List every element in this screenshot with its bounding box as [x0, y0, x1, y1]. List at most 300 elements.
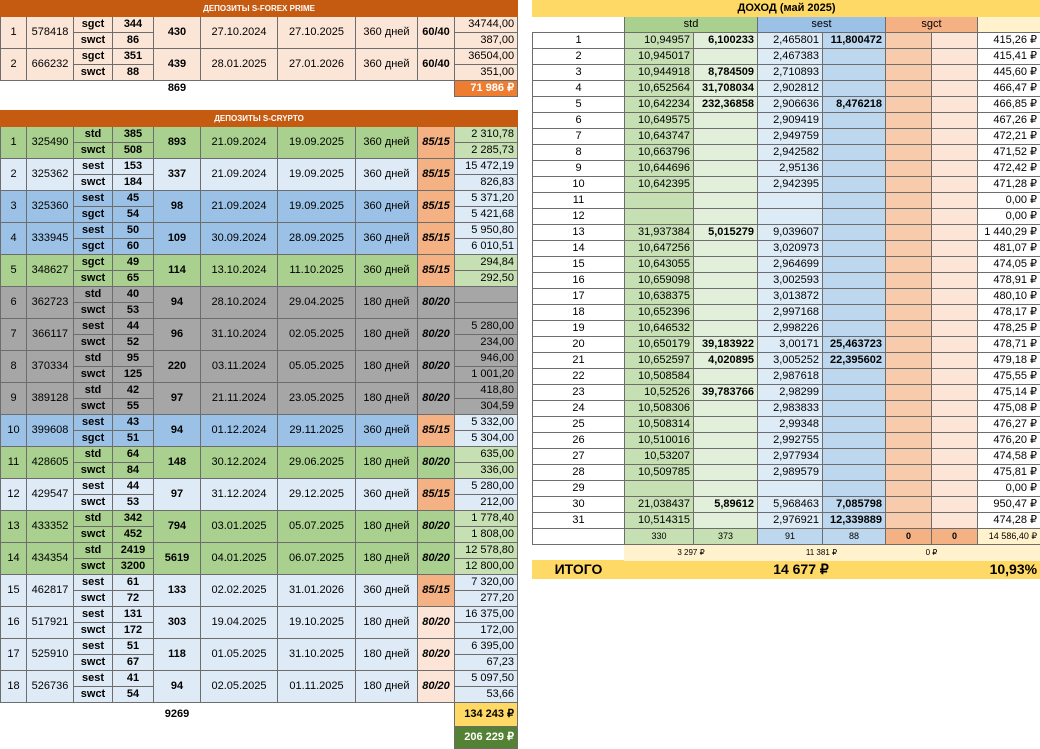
- deposit-id: 399608: [27, 415, 74, 447]
- deposit-row[interactable]: [1, 607, 518, 623]
- income-value: [886, 177, 932, 193]
- deposit-row[interactable]: [1, 255, 518, 271]
- deposit-row[interactable]: [1, 543, 518, 559]
- deposit-id: 325490: [27, 127, 74, 159]
- income-value: 10,944918: [625, 65, 694, 81]
- token-type: sest: [74, 671, 113, 687]
- row-number: 4: [1, 223, 27, 255]
- deposit-id: 525910: [27, 639, 74, 671]
- income-value: 10,53207: [625, 449, 694, 465]
- deposit-id: 362723: [27, 287, 74, 319]
- deposit-row[interactable]: [1, 287, 518, 303]
- end-date: 19.09.2025: [278, 127, 356, 159]
- blank: [154, 727, 201, 749]
- value-1: 6 395,00: [455, 639, 518, 655]
- income-value: [932, 417, 978, 433]
- col-std-header: std: [625, 17, 758, 33]
- income-value: [932, 321, 978, 337]
- token-type: swct: [74, 591, 113, 607]
- start-date: 31.10.2024: [201, 319, 278, 351]
- row-number: 3: [1, 191, 27, 223]
- income-value: 2,987618: [758, 369, 823, 385]
- income-value: 2,942582: [758, 145, 823, 161]
- value-1: 5 280,00: [455, 479, 518, 495]
- blank: [74, 727, 113, 749]
- token-type: sest: [74, 191, 113, 207]
- day-number: 18: [533, 305, 625, 321]
- income-value: [758, 209, 823, 225]
- day-total: 478,17 ₽: [978, 305, 1040, 321]
- value-2: 172,00: [455, 623, 518, 639]
- income-value: [886, 257, 932, 273]
- income-value: [932, 385, 978, 401]
- day-total: 415,41 ₽: [978, 49, 1040, 65]
- income-value: [694, 417, 758, 433]
- income-value: [823, 481, 886, 497]
- income-value: [694, 161, 758, 177]
- row-number: 11: [1, 447, 27, 479]
- token-sum: 794: [154, 511, 201, 543]
- income-value: 3,002593: [758, 273, 823, 289]
- start-date: 31.12.2024: [201, 479, 278, 511]
- income-row: [533, 465, 1040, 481]
- deposit-row[interactable]: [1, 351, 518, 367]
- income-value: 10,652564: [625, 81, 694, 97]
- end-date: 11.10.2025: [278, 255, 356, 287]
- blank: [74, 81, 113, 97]
- income-row: [533, 193, 1040, 209]
- col-sgct-header: sgct: [886, 17, 978, 33]
- income-value: 10,663796: [625, 145, 694, 161]
- income-value: 25,463723: [823, 337, 886, 353]
- ratio: 80/20: [418, 383, 455, 415]
- token-qty: 153: [113, 159, 154, 175]
- forex-table: [0, 0, 518, 97]
- token-sum: 893: [154, 127, 201, 159]
- income-row: [533, 369, 1040, 385]
- ratio: 85/15: [418, 127, 455, 159]
- value-1: [455, 287, 518, 303]
- income-row: [533, 33, 1040, 49]
- token-type: sgct: [74, 431, 113, 447]
- income-value: [932, 193, 978, 209]
- deposit-row[interactable]: [1, 49, 518, 65]
- income-value: 8,784509: [694, 65, 758, 81]
- end-date: 29.04.2025: [278, 287, 356, 319]
- value-1: 418,80: [455, 383, 518, 399]
- income-value: 5,89612: [694, 497, 758, 513]
- income-value: [932, 241, 978, 257]
- value-2: 336,00: [455, 463, 518, 479]
- income-value: [886, 241, 932, 257]
- income-value: [886, 321, 932, 337]
- blank: [201, 81, 278, 97]
- value-1: 294,84: [455, 255, 518, 271]
- start-date: 02.05.2025: [201, 671, 278, 703]
- blank: [356, 81, 418, 97]
- token-qty: 49: [113, 255, 154, 271]
- income-value: 10,638375: [625, 289, 694, 305]
- income-value: 2,976921: [758, 513, 823, 529]
- income-value: 2,467383: [758, 49, 823, 65]
- income-value: 2,909419: [758, 113, 823, 129]
- ratio: 80/20: [418, 447, 455, 479]
- value-2: 67,23: [455, 655, 518, 671]
- income-value: [886, 49, 932, 65]
- value-1: 946,00: [455, 351, 518, 367]
- token-qty: 50: [113, 223, 154, 239]
- income-value: 2,997168: [758, 305, 823, 321]
- token-qty: 172: [113, 623, 154, 639]
- value-2: 212,00: [455, 495, 518, 511]
- token-sum: 439: [154, 49, 201, 81]
- income-value: [932, 449, 978, 465]
- income-value: [932, 369, 978, 385]
- day-number: 14: [533, 241, 625, 257]
- token-qty: 53: [113, 303, 154, 319]
- income-value: [886, 65, 932, 81]
- value-2: 292,50: [455, 271, 518, 287]
- deposit-row[interactable]: [1, 415, 518, 431]
- income-value: 2,902812: [758, 81, 823, 97]
- term: 180 дней: [356, 319, 418, 351]
- ratio: 80/20: [418, 607, 455, 639]
- row-number: 1: [1, 17, 27, 49]
- income-value: [625, 193, 694, 209]
- term: 180 дней: [356, 639, 418, 671]
- row-number: 7: [1, 319, 27, 351]
- deposit-row[interactable]: [1, 447, 518, 463]
- start-date: 03.01.2025: [201, 511, 278, 543]
- value-1: 16 375,00: [455, 607, 518, 623]
- income-value: 7,085798: [823, 497, 886, 513]
- forex-title: ДЕПОЗИТЫ S-FOREX PRIME: [1, 1, 518, 17]
- token-sum: 118: [154, 639, 201, 671]
- token-qty: 84: [113, 463, 154, 479]
- income-value: [694, 321, 758, 337]
- token-qty: 3200: [113, 559, 154, 575]
- term: 180 дней: [356, 671, 418, 703]
- income-value: [823, 241, 886, 257]
- deposit-row[interactable]: [1, 127, 518, 143]
- sum-cell: 373: [694, 529, 758, 545]
- income-value: 2,465801: [758, 33, 823, 49]
- income-value: [886, 193, 932, 209]
- income-value: [886, 81, 932, 97]
- income-row: [533, 113, 1040, 129]
- deposit-row[interactable]: [1, 17, 518, 33]
- token-sum: 109: [154, 223, 201, 255]
- income-row: [533, 129, 1040, 145]
- income-value: 5,968463: [758, 497, 823, 513]
- income-value: 10,509785: [625, 465, 694, 481]
- start-date: 21.11.2024: [201, 383, 278, 415]
- token-sum: 97: [154, 383, 201, 415]
- token-qty: 95: [113, 351, 154, 367]
- day-total: 466,47 ₽: [978, 81, 1040, 97]
- income-value: 21,038437: [625, 497, 694, 513]
- income-value: [932, 337, 978, 353]
- income-value: 2,95136: [758, 161, 823, 177]
- deposit-row[interactable]: [1, 319, 518, 335]
- day-number: 31: [533, 513, 625, 529]
- day-total: 472,21 ₽: [978, 129, 1040, 145]
- income-value: 10,644696: [625, 161, 694, 177]
- blank: [418, 703, 455, 727]
- income-value: [823, 49, 886, 65]
- row-number: 8: [1, 351, 27, 383]
- income-value: 10,94957: [625, 33, 694, 49]
- token-type: sest: [74, 575, 113, 591]
- income-value: [886, 33, 932, 49]
- token-qty: 508: [113, 143, 154, 159]
- blank: [113, 81, 154, 97]
- income-value: [823, 321, 886, 337]
- income-panel: [532, 0, 1040, 745]
- income-value: 39,783766: [694, 385, 758, 401]
- income-value: [886, 161, 932, 177]
- token-type: sgct: [74, 17, 113, 33]
- token-type: swct: [74, 271, 113, 287]
- ratio: 80/20: [418, 511, 455, 543]
- value-1: 15 472,19: [455, 159, 518, 175]
- income-row: [533, 49, 1040, 65]
- income-value: 10,510016: [625, 433, 694, 449]
- income-value: 10,643055: [625, 257, 694, 273]
- token-qty: 385: [113, 127, 154, 143]
- deposits-panel: [0, 0, 517, 745]
- forex-total-count: 869: [154, 81, 201, 97]
- end-date: 28.09.2025: [278, 223, 356, 255]
- income-row: [533, 273, 1040, 289]
- day-number: 5: [533, 97, 625, 113]
- income-value: [932, 113, 978, 129]
- deposit-id: 333945: [27, 223, 74, 255]
- day-number: 4: [533, 81, 625, 97]
- income-value: 5,015279: [694, 225, 758, 241]
- day-number: 26: [533, 433, 625, 449]
- blank: [356, 727, 418, 749]
- income-value: 10,643747: [625, 129, 694, 145]
- token-type: swct: [74, 463, 113, 479]
- income-value: [886, 305, 932, 321]
- income-value: [932, 97, 978, 113]
- start-date: 30.12.2024: [201, 447, 278, 479]
- token-sum: 96: [154, 319, 201, 351]
- income-value: [694, 241, 758, 257]
- blank: [278, 81, 356, 97]
- row-number: 2: [1, 159, 27, 191]
- income-row: [533, 81, 1040, 97]
- income-value: 10,659098: [625, 273, 694, 289]
- blank: [113, 703, 154, 727]
- token-type: swct: [74, 303, 113, 319]
- token-type: swct: [74, 143, 113, 159]
- blank: [278, 727, 356, 749]
- deposit-row[interactable]: [1, 223, 518, 239]
- day-number: 28: [533, 465, 625, 481]
- income-value: 39,183922: [694, 337, 758, 353]
- term: 180 дней: [356, 511, 418, 543]
- sum-cell: 330: [625, 529, 694, 545]
- deposit-row[interactable]: [1, 575, 518, 591]
- income-value: [694, 273, 758, 289]
- income-value: [932, 401, 978, 417]
- row-number: 15: [1, 575, 27, 607]
- income-value: [886, 497, 932, 513]
- token-type: swct: [74, 527, 113, 543]
- value-1: 5 371,20: [455, 191, 518, 207]
- subtotal: 0 ₽: [886, 545, 978, 561]
- deposit-id: 325362: [27, 159, 74, 191]
- token-qty: 452: [113, 527, 154, 543]
- subtotal: 3 297 ₽: [625, 545, 758, 561]
- blank: [533, 529, 625, 545]
- blank: [27, 727, 74, 749]
- day-number: 30: [533, 497, 625, 513]
- crypto-total-value: 134 243 ₽: [455, 703, 518, 727]
- term: 180 дней: [356, 447, 418, 479]
- day-total: 466,85 ₽: [978, 97, 1040, 113]
- token-type: swct: [74, 655, 113, 671]
- value-2: 12 800,00: [455, 559, 518, 575]
- income-value: [823, 65, 886, 81]
- end-date: 02.05.2025: [278, 319, 356, 351]
- blank: [978, 545, 1040, 561]
- day-number: 10: [533, 177, 625, 193]
- day-total: 476,20 ₽: [978, 433, 1040, 449]
- income-value: 10,652396: [625, 305, 694, 321]
- token-type: swct: [74, 399, 113, 415]
- blank: [356, 703, 418, 727]
- income-value: [932, 129, 978, 145]
- end-date: 05.05.2025: [278, 351, 356, 383]
- term: 360 дней: [356, 17, 418, 49]
- term: 360 дней: [356, 479, 418, 511]
- deposit-row[interactable]: [1, 383, 518, 399]
- token-type: std: [74, 447, 113, 463]
- income-row: [533, 145, 1040, 161]
- token-type: swct: [74, 367, 113, 383]
- income-value: [823, 161, 886, 177]
- day-number: 15: [533, 257, 625, 273]
- income-value: 2,992755: [758, 433, 823, 449]
- token-type: sgct: [74, 255, 113, 271]
- start-date: 01.12.2024: [201, 415, 278, 447]
- income-value: [694, 193, 758, 209]
- start-date: 30.09.2024: [201, 223, 278, 255]
- day-total: 475,08 ₽: [978, 401, 1040, 417]
- term: 360 дней: [356, 127, 418, 159]
- ratio: 80/20: [418, 351, 455, 383]
- income-value: [694, 49, 758, 65]
- end-date: 29.12.2025: [278, 479, 356, 511]
- value-2: 304,59: [455, 399, 518, 415]
- day-number: 3: [533, 65, 625, 81]
- token-qty: 44: [113, 479, 154, 495]
- value-2: 826,83: [455, 175, 518, 191]
- token-sum: 430: [154, 17, 201, 49]
- value-2: 2 285,73: [455, 143, 518, 159]
- day-number: 6: [533, 113, 625, 129]
- token-type: std: [74, 511, 113, 527]
- deposit-row[interactable]: [1, 159, 518, 175]
- deposit-row[interactable]: [1, 639, 518, 655]
- token-qty: 2419: [113, 543, 154, 559]
- deposit-row[interactable]: [1, 671, 518, 687]
- income-value: [932, 177, 978, 193]
- value-1: 36504,00: [455, 49, 518, 65]
- token-sum: 5619: [154, 543, 201, 575]
- day-number: 7: [533, 129, 625, 145]
- token-qty: 60: [113, 239, 154, 255]
- income-value: 2,710893: [758, 65, 823, 81]
- income-value: [758, 193, 823, 209]
- day-number: 12: [533, 209, 625, 225]
- start-date: 21.09.2024: [201, 127, 278, 159]
- deposit-row[interactable]: [1, 479, 518, 495]
- day-total: 1 440,29 ₽: [978, 225, 1040, 241]
- blank: [201, 703, 278, 727]
- income-value: [886, 513, 932, 529]
- deposit-row[interactable]: [1, 511, 518, 527]
- income-value: [694, 513, 758, 529]
- income-table: [532, 0, 1040, 579]
- token-type: swct: [74, 65, 113, 81]
- day-total: 415,26 ₽: [978, 33, 1040, 49]
- ratio: 85/15: [418, 191, 455, 223]
- income-value: [823, 465, 886, 481]
- row-number: 13: [1, 511, 27, 543]
- token-type: sgct: [74, 207, 113, 223]
- value-1: 5 332,00: [455, 415, 518, 431]
- token-type: sgct: [74, 49, 113, 65]
- income-value: 2,98299: [758, 385, 823, 401]
- value-2: 1 001,20: [455, 367, 518, 383]
- token-qty: 54: [113, 207, 154, 223]
- income-value: 22,395602: [823, 353, 886, 369]
- token-qty: 86: [113, 33, 154, 49]
- ratio: 80/20: [418, 671, 455, 703]
- token-type: std: [74, 127, 113, 143]
- income-value: [886, 97, 932, 113]
- value-2: 277,20: [455, 591, 518, 607]
- subtotal: 11 381 ₽: [758, 545, 886, 561]
- start-date: 13.10.2024: [201, 255, 278, 287]
- blank: [1, 81, 27, 97]
- term: 180 дней: [356, 351, 418, 383]
- end-date: 23.05.2025: [278, 383, 356, 415]
- day-number: 24: [533, 401, 625, 417]
- token-qty: 44: [113, 319, 154, 335]
- income-value: [932, 209, 978, 225]
- value-2: 5 421,68: [455, 207, 518, 223]
- value-2: 351,00: [455, 65, 518, 81]
- deposit-row[interactable]: [1, 191, 518, 207]
- blank: [278, 703, 356, 727]
- token-sum: 94: [154, 415, 201, 447]
- income-value: [694, 433, 758, 449]
- income-value: [932, 257, 978, 273]
- end-date: 31.01.2026: [278, 575, 356, 607]
- blank: [418, 727, 455, 749]
- end-date: 29.11.2025: [278, 415, 356, 447]
- deposit-id: 517921: [27, 607, 74, 639]
- token-sum: 98: [154, 191, 201, 223]
- token-qty: 53: [113, 495, 154, 511]
- day-total: 445,60 ₽: [978, 65, 1040, 81]
- value-2: 387,00: [455, 33, 518, 49]
